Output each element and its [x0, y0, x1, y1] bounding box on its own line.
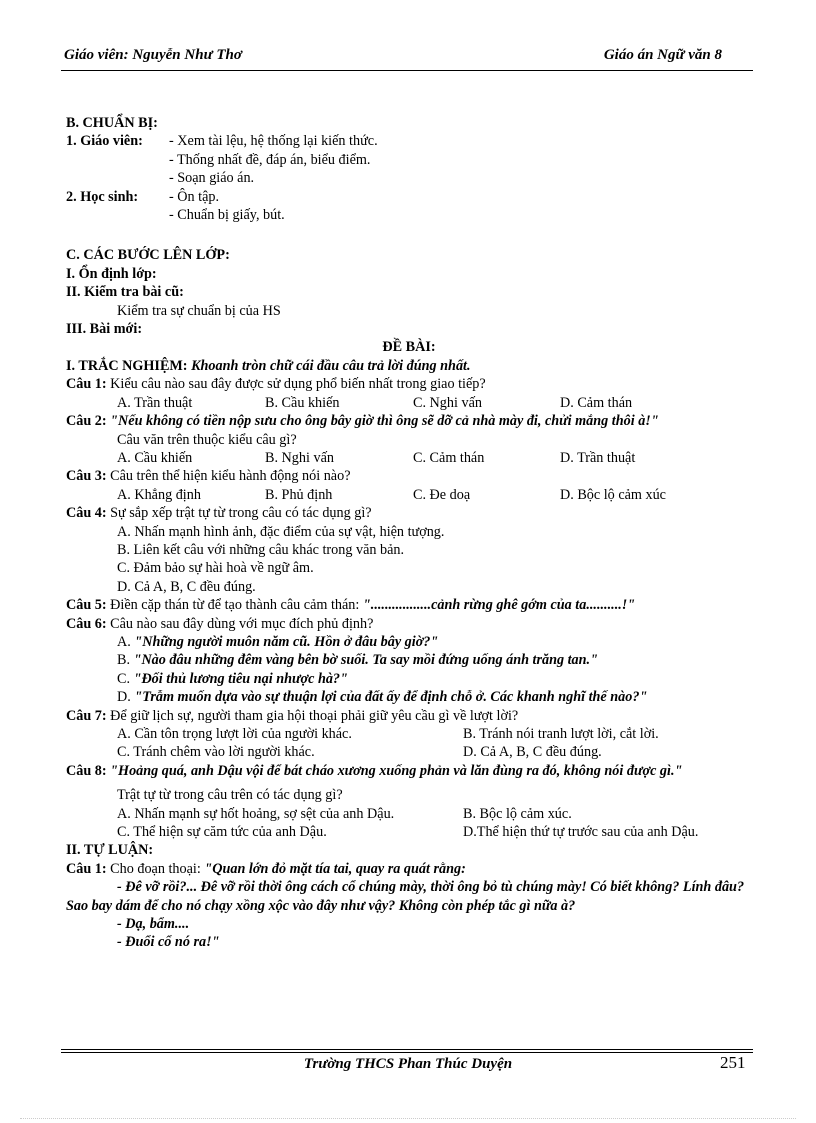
q6-option-letter: A.: [117, 633, 131, 650]
q7-option-d: D. Cả A, B, C đều đúng.: [463, 744, 602, 761]
e1-line2: - Dạ, bẩm....: [117, 916, 190, 933]
q2-option-c: C. Cảm thán: [413, 449, 485, 466]
q1-option-d: D. Cảm thán: [560, 394, 633, 411]
prep-title: B. CHUẨN BỊ:: [66, 115, 158, 131]
q2-option-b: B. Nghi vấn: [265, 449, 334, 466]
q8-text: Trật tự từ trong câu trên có tác dụng gì?: [117, 787, 343, 804]
exam-title: ĐỀ BÀI:: [382, 339, 436, 356]
e1-line3: - Đuổi cổ nó ra!": [117, 934, 220, 951]
e1-quote-body: - Đê vỡ rồi?... Đê vỡ rồi thời ông cách cổ chúng mày, thời ông bỏ tù chúng mày! Có biết không? Lính đâu? Sao bay dám để cho nó chạy xồng xộc vào đây như vậy? Không còn phép tắc gì nữa à?: [66, 879, 745, 914]
e1-label: Câu 1:: [66, 860, 107, 877]
prep-student-label: 2. Học sinh:: [66, 188, 139, 205]
q7-label: Câu 7:: [66, 707, 107, 724]
q6-text: Câu nào sau đây dùng với mục đích phủ định?: [110, 615, 374, 632]
q7-option-a: A. Cần tôn trọng lượt lời của người khác.: [117, 726, 352, 742]
q5-quote: ".................cảnh rừng ghê gớm của ta..........!": [362, 597, 636, 614]
q7-text: Để giữ lịch sự, người tham gia hội thoại phải giữ yêu cầu gì về lượt lời?: [110, 707, 519, 724]
q6-option-letter: C.: [117, 670, 131, 687]
q1-text: Kiểu câu nào sau đây được sử dụng phổ biến nhất trong giao tiếp?: [110, 376, 486, 393]
prep-student-item: - Chuẩn bị giấy, bút.: [169, 207, 285, 224]
q6-label: Câu 6:: [66, 615, 107, 632]
q1-option-c: C. Nghi vấn: [413, 394, 482, 411]
part2-label: II. TỰ LUẬN:: [66, 842, 154, 859]
part1-heading: [66, 357, 752, 375]
step-1: I. Ổn định lớp:: [66, 265, 157, 282]
question-4: [66, 504, 752, 522]
header-rule: [61, 70, 753, 71]
q4-option-c: C. Đảm bảo sự hài hoà về ngữ âm.: [117, 560, 314, 577]
page-number: 251: [720, 1053, 746, 1072]
q8-options-row2: [66, 823, 752, 841]
q4-label: Câu 4:: [66, 505, 107, 522]
q8-quote: "Hoảng quá, anh Dậu vội để bát cháo xương xuống phản và lăn đùng ra đó, không nói được gì.": [110, 762, 683, 779]
document-body: [66, 114, 752, 952]
prep-teacher-row: [66, 132, 752, 150]
q1-label: Câu 1:: [66, 376, 107, 393]
prep-teacher-item: - Soạn giáo án.: [169, 170, 255, 187]
q2-option-a: A. Cầu khiến: [117, 449, 193, 466]
q3-text: Câu trên thể hiện kiểu hành động nói nào?: [110, 468, 351, 485]
q6-option-text: "Trẫm muốn dựa vào sự thuận lợi của đất ấy để định chỗ ở. Các khanh nghĩ thế nào?": [134, 689, 648, 706]
q7-option-b: B. Tránh nói tranh lượt lời, cắt lời.: [463, 726, 659, 742]
q6-option-text: "Đối thủ lương tiêu nại nhược hà?": [133, 670, 348, 687]
prep-teacher-item: - Thống nhất đề, đáp án, biểu điểm.: [169, 151, 371, 168]
prep-student-row: [66, 188, 752, 206]
q3-option-d: D. Bộc lộ cảm xúc: [560, 486, 666, 503]
q6-option-text: "Những người muôn năm cũ. Hồn ở đâu bây giờ?": [134, 633, 439, 650]
q2-quote: "Nếu không có tiền nộp sưu cho ông bây giờ thì ông sẽ dỡ cả nhà mày đi, chửi mắng thôi à!": [110, 413, 659, 430]
question-1: [66, 375, 752, 393]
question-3: [66, 467, 752, 485]
q3-option-a: A. Khẳng định: [117, 486, 201, 503]
step-2: II. Kiểm tra bài cũ:: [66, 284, 184, 301]
q1-options: [66, 394, 752, 412]
step-3: III. Bài mới:: [66, 321, 143, 338]
prep-student-item: - Ôn tập.: [169, 188, 220, 205]
q5-label: Câu 5:: [66, 597, 107, 614]
question-7: [66, 707, 752, 725]
question-8: [66, 762, 752, 780]
q4-option-d: D. Cả A, B, C đều đúng.: [117, 578, 256, 595]
e1-quote-start: "Quan lớn đỏ mặt tía tai, quay ra quát rằng:: [204, 860, 466, 877]
q8-option-a: A. Nhấn mạnh sự hốt hoảng, sợ sệt của anh Dậu.: [117, 805, 395, 822]
q2-label: Câu 2:: [66, 413, 107, 430]
prep-teacher-label: 1. Giáo viên:: [66, 133, 143, 150]
q8-label: Câu 8:: [66, 762, 107, 779]
essay-1: [66, 860, 752, 878]
q6-option-a: [66, 633, 752, 651]
q1-option-a: A. Trần thuật: [117, 394, 193, 411]
q4-option-b: B. Liên kết câu với những câu khác trong văn bản.: [117, 541, 405, 558]
page-bottom-dotted-rule: [20, 1118, 796, 1119]
part1-label: I. TRẮC NGHIỆM:: [66, 357, 188, 374]
q6-option-d: [66, 688, 752, 706]
q4-option-a: A. Nhấn mạnh hình ảnh, đặc điểm của sự vật, hiện tượng.: [117, 523, 445, 540]
q8-option-b: B. Bộc lộ cảm xúc.: [463, 805, 572, 822]
q3-option-c: C. Đe doạ: [413, 486, 471, 503]
prep-teacher-item: - Xem tài lệu, hệ thống lại kiến thức.: [169, 133, 378, 150]
q6-option-text: "Nào đâu những đêm vàng bên bờ suối. Ta say mồi đứng uống ánh trăng tan.": [133, 652, 598, 669]
q3-label: Câu 3:: [66, 468, 107, 485]
q6-option-c: [66, 670, 752, 688]
q8-option-d: D.Thể hiện thứ tự trước sau của anh Dậu.: [463, 824, 699, 841]
q7-options-row1: [66, 725, 752, 743]
q6-option-b: [66, 651, 752, 669]
q3-option-b: B. Phủ định: [265, 486, 333, 503]
q6-option-letter: D.: [117, 689, 131, 706]
question-5: [66, 596, 752, 614]
question-2: [66, 412, 752, 430]
q1-option-b: B. Cầu khiến: [265, 394, 340, 411]
q2-option-d: D. Trần thuật: [560, 449, 636, 466]
q4-text: Sự sắp xếp trật tự từ trong câu có tác dụng gì?: [110, 505, 372, 522]
q5-text: Điền cặp thán từ để tạo thành câu cảm thán:: [110, 597, 360, 614]
footer-school: Trường THCS Phan Thúc Duyện: [303, 1056, 513, 1072]
question-6: [66, 615, 752, 633]
q8-option-c: C. Thể hiện sự căm tức của anh Dậu.: [117, 824, 327, 841]
header-subject: Giáo án Ngữ văn 8: [603, 47, 722, 63]
q2-text: Câu văn trên thuộc kiểu câu gì?: [117, 431, 297, 448]
steps-title: C. CÁC BƯỚC LÊN LỚP:: [66, 247, 230, 264]
e1-text: Cho đoạn thoại:: [110, 860, 201, 877]
footer-rule: [61, 1052, 753, 1053]
q6-option-letter: B.: [117, 652, 131, 669]
part1-instruction: Khoanh tròn chữ cái đầu câu trả lời đúng nhất.: [191, 357, 471, 374]
q2-options: [66, 449, 752, 467]
header-teacher: Giáo viên: Nguyễn Như Thơ: [64, 47, 242, 63]
q3-options: [66, 486, 752, 504]
footer-rule: [61, 1049, 753, 1050]
step-2-text: Kiểm tra sự chuẩn bị của HS: [117, 302, 281, 319]
q7-options-row2: [66, 743, 752, 761]
q8-options-row1: [66, 805, 752, 823]
q7-option-c: C. Tránh chêm vào lời người khác.: [117, 744, 315, 761]
